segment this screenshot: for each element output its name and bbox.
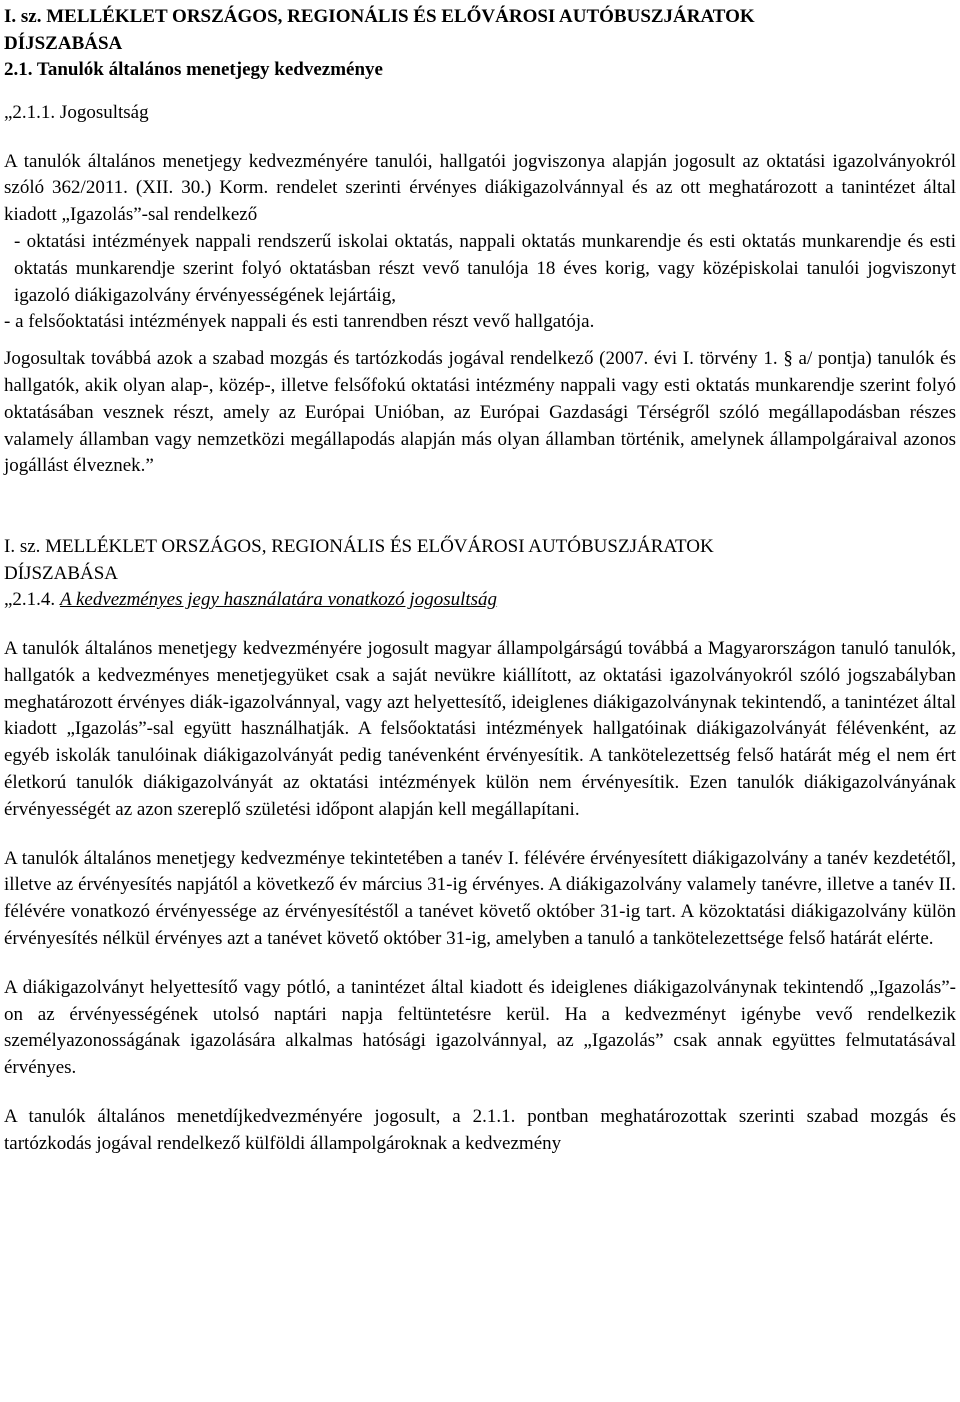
section-2-subheading-prefix: „2.1.4.	[4, 589, 60, 611]
section-1-bullet-1: - oktatási intézmények nappali rendszerű iskolai oktatás, nappali oktatás munkarendje és esti oktatás munkarendje és esti oktatás munkarendje szerint folyó oktatásban részt vevő tanulója 18 éves korig, vagy középiskolai tanulói jogviszonyt igazoló diákigazolvány érvényességének lejártáig,	[14, 230, 956, 306]
section-1-paragraph-1: A tanulók általános menetjegy kedvezményére tanulói, hallgatói jogviszonya alapján jogosult az oktatási igazolványokról szóló 362/2011. (XII. 30.) Korm. rendelet szerinti érvényes diákigazolvánnyal és az ott meghatározott a tanintézet által kiadott „Igazolás”-sal rendelkező	[4, 150, 956, 226]
section-1-subheading: 2.1. Tanulók általános menetjegy kedvezménye	[4, 59, 383, 80]
section-1-heading-line-1: I. sz. MELLÉKLET ORSZÁGOS, REGIONÁLIS ÉS ELŐVÁROSI AUTÓBUSZJÁRATOK	[4, 6, 755, 27]
section-1-heading-line-2: DÍJSZABÁSA	[4, 32, 123, 54]
section-2-paragraph-2: A tanulók általános menetjegy kedvezménye tekintetében a tanév I. félévére érvényesített diákigazolvány a tanév kezdetétől, illetve az érvényesítés napjától a következő év március 31-ig érvényes. A diákigazolvány valamely tanévre, illetve a tanév II. félévére vonatkozó érvényessége az érvényesítéstől a tanévet követő október 31-ig tart. A közoktatási diákigazolvány külön érvényesítés nélkül érvényes azt a tanévet követő október 31-ig, amelyben a tanuló a tankötelezettsége felső határát elérte.	[4, 847, 956, 949]
section-2-paragraph-3: A diákigazolványt helyettesítő vagy pótló, a tanintézet által kiadott és ideiglenes diákigazolványnak tekintendő „Igazolás”-on az érvényességének utolsó naptári napja feltüntetésre kerül. Ha a kedvezményt igénybe vevő rendelkezik személyazonosságának igazolására alkalmas hatósági igazolvánnyal, az „Igazolás” csak annak együttes felmutatásával érvényes.	[4, 976, 956, 1079]
section-1-bullet-2: - a felsőoktatási intézmények nappali és esti tanrendben részt vevő hallgatója.	[4, 311, 595, 333]
section-2-heading-line-1: I. sz. MELLÉKLET ORSZÁGOS, REGIONÁLIS ÉS ELŐVÁROSI AUTÓBUSZJÁRATOK	[4, 536, 714, 558]
section-2-subheading-title: A kedvezményes jegy használatára vonatkozó jogosultság	[59, 589, 498, 611]
section-2-heading	[4, 534, 956, 587]
section-2-heading-line-2: DÍJSZABÁSA	[4, 562, 119, 584]
section-1-heading	[4, 4, 956, 57]
section-2-subheading	[4, 587, 956, 614]
section-2-paragraph-1: A tanulók általános menetjegy kedvezményére jogosult magyar állampolgárságú továbbá a Magyarországon tanuló tanulók, hallgatók a kedvezményes menetjegyüket csak a saját nevükre kiállított, az oktatási igazolványokról szóló jogszabályban meghatározott érvényes diák-igazolvánnyal, vagy azt helyettesítő, ideiglenes diákigazolványnak tekintendő, a tanintézet által kiadott „Igazolás”-sal együtt használhatják. A felsőoktatási intézmények hallgatóinak diákigazolványát félévenként, az egyéb iskolák tanulóinak diákigazolványát pedig tanévenként érvényesítik. A tankötelezettség felső határát még el nem ért életkorú tanulók diákigazolványát az oktatási intézmények külön nem érvényesítik. Ezen tanulók diákigazolványának érvényességét az azon szereplő születési időpont alapján kell megállapítani.	[4, 637, 956, 820]
section-2-paragraph-4: A tanulók általános menetdíjkedvezményére jogosult, a 2.1.1. pontban meghatározottak szerinti szabad mozgás és tartózkodás jogával rendelkező külföldi állampolgároknak a kedvezmény	[4, 1105, 956, 1154]
section-1-sub-subheading: „2.1.1. Jogosultság	[4, 101, 149, 123]
section-1-paragraph-2: Jogosultak továbbá azok a szabad mozgás és tartózkodás jogával rendelkező (2007. évi I. törvény 1. § a/ pontja) tanulók és hallgatók, akik olyan alap-, közép-, illetve felsőfokú oktatási intézmény nappali vagy esti oktatás munkarendje szerint folyó oktatásában vesznek részt, amely az Európai Unióban, az Európai Gazdasági Térségről szóló megállapodásban részes valamely államban vagy nemzetközi megállapodás alapján más olyan államban történik, amelynek állampolgáraival azonos jogállást élveznek.”	[4, 348, 956, 477]
